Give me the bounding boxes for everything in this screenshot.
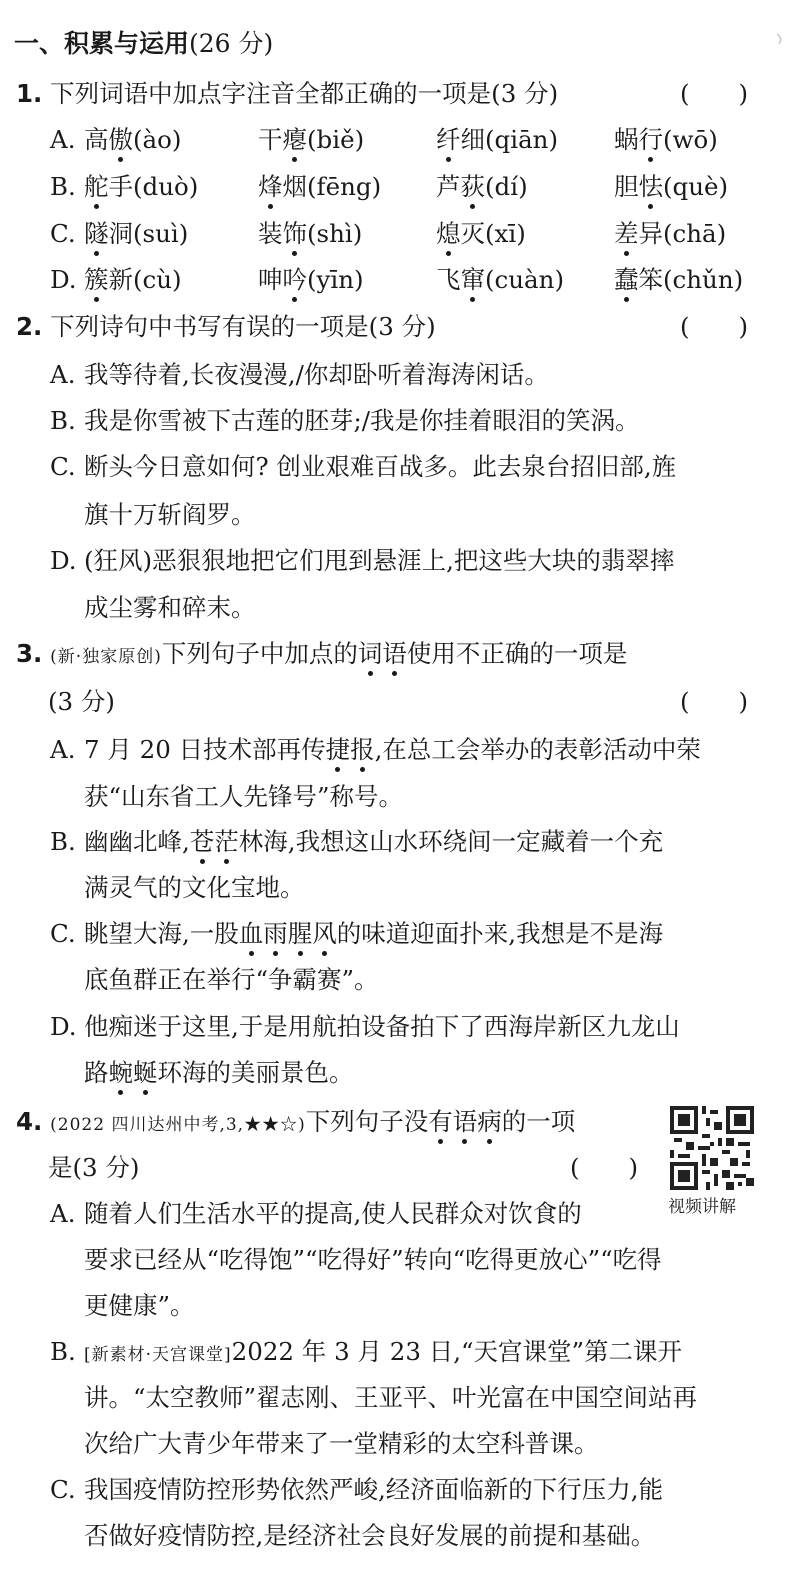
option-b-text: 我是你雪被下古莲的胚芽;∕我是你挂着眼泪的笑涡。 xyxy=(84,406,640,435)
question-number: 2. xyxy=(16,312,43,341)
option-d-label[interactable]: D. xyxy=(50,265,77,294)
option-c-label[interactable]: C. xyxy=(50,919,76,948)
dotted-char: 荻 xyxy=(460,172,485,201)
option-a-text-cont: 要求已经从“吃得饱”“吃得好”转向“吃得更放心”“吃得 xyxy=(84,1245,662,1274)
option-b-label[interactable]: B. xyxy=(50,1337,76,1366)
corner-mark-icon xyxy=(774,30,788,52)
question-source-tag: (2022 四川达州中考,3,★★☆) xyxy=(50,1115,306,1135)
question-number: 4. xyxy=(16,1107,43,1136)
word-cell: 簇新(cù) xyxy=(84,265,182,294)
dotted-char: 有 xyxy=(428,1107,453,1136)
dotted-char: 舵 xyxy=(84,172,109,201)
question-4-stem-cont: 是(3 分) xyxy=(48,1153,140,1182)
word-cell: 高傲(ào) xyxy=(84,125,182,154)
option-c-label[interactable]: C. xyxy=(50,452,76,481)
question-number: 3. xyxy=(16,639,43,668)
option-b-text-cont: 讲。“太空教师”翟志刚、王亚平、叶光富在中国空间站再 xyxy=(84,1383,698,1412)
option-c-label[interactable]: C. xyxy=(50,219,76,248)
option-a-label[interactable]: A. xyxy=(50,360,76,389)
dotted-char: 苍 xyxy=(189,827,215,856)
option-c-text: 我国疫情防控形势依然严峻,经济面临新的下行压力,能 xyxy=(84,1475,664,1504)
dotted-char: 腥 xyxy=(287,919,313,948)
option-d-text-cont: 路蜿蜒环海的美丽景色。 xyxy=(84,1058,354,1087)
option-a-label[interactable]: A. xyxy=(50,1199,76,1228)
question-4-stem: 4. (2022 四川达州中考,3,★★☆)下列句子没有语病的一项 xyxy=(16,1107,576,1136)
section-title xyxy=(14,28,273,60)
dotted-char: 行 xyxy=(638,125,663,154)
question-3-score: (3 分) xyxy=(48,687,115,716)
option-c-text-cont: 否做好疫情防控,是经济社会良好发展的前提和基础。 xyxy=(84,1521,656,1550)
word-cell: 隧洞(suì) xyxy=(84,219,189,248)
dotted-char: 烽 xyxy=(258,172,283,201)
question-stem-text: 下列词语中加点字注音全都正确的一项是(3 分) xyxy=(50,79,559,108)
option-c-text-cont: 旗十万斩阎罗。 xyxy=(84,500,256,529)
option-c-text: 断头今日意如何? 创业艰难百战多。此去泉台招旧部,旌 xyxy=(84,452,677,481)
word-cell: 烽烟(fēng) xyxy=(258,172,382,201)
material-tag: [新素材·天宫课堂] xyxy=(84,1345,232,1365)
question-1-stem xyxy=(16,78,558,110)
answer-parenthesis[interactable]: ( ) xyxy=(680,687,749,716)
option-a-text-cont: 更健康”。 xyxy=(84,1291,195,1320)
word-cell: 胆怯(què) xyxy=(614,172,729,201)
dotted-char: 报 xyxy=(350,735,375,764)
option-a-text-cont: 获“山东省工人先锋号”称号。 xyxy=(84,782,404,811)
option-b-label[interactable]: B. xyxy=(50,827,76,856)
option-c-text: 眺望大海,一股血雨腥风的味道迎面扑来,我想是不是海 xyxy=(84,919,664,948)
option-d-text-cont: 成尘雾和碎末。 xyxy=(84,593,256,622)
option-a-text: 我等待着,长夜漫漫,∕你却卧听着海涛闲话。 xyxy=(84,360,549,389)
option-b-text-cont: 次给广大青少年带来了一堂精彩的太空科普课。 xyxy=(84,1429,599,1458)
dotted-char: 饰 xyxy=(282,219,307,248)
question-2-stem xyxy=(16,311,436,343)
word-cell: 差异(chā) xyxy=(614,219,727,248)
option-b-label[interactable]: B. xyxy=(50,172,76,201)
word-cell: 呻吟(yīn) xyxy=(258,265,364,294)
word-cell: 舵手(duò) xyxy=(84,172,199,201)
option-c-label[interactable]: C. xyxy=(50,1475,76,1504)
option-c-text-cont: 底鱼群正在举行“争霸赛”。 xyxy=(84,965,379,994)
dotted-char: 风 xyxy=(312,919,337,948)
dotted-char: 语 xyxy=(452,1107,478,1136)
answer-parenthesis[interactable]: ( ) xyxy=(680,312,749,341)
option-d-label[interactable]: D. xyxy=(50,1012,77,1041)
dotted-char: 血 xyxy=(238,919,264,948)
section-score: (26 分) xyxy=(189,29,274,58)
option-a-label[interactable]: A. xyxy=(50,125,76,154)
dotted-char: 隧 xyxy=(84,219,109,248)
word-cell: 蜗行(wō) xyxy=(614,125,718,154)
dotted-char: 熄 xyxy=(436,219,461,248)
dotted-char: 瘪 xyxy=(282,125,307,154)
answer-parenthesis[interactable]: ( ) xyxy=(570,1153,639,1182)
word-cell: 装饰(shì) xyxy=(258,219,363,248)
word-cell: 飞窜(cuàn) xyxy=(436,265,565,294)
qr-code-icon[interactable] xyxy=(670,1106,754,1190)
word-cell: 熄灭(xī) xyxy=(436,219,526,248)
dotted-char: 纤 xyxy=(436,125,461,154)
question-3-stem: 3. (新·独家原创)下列句子中加点的词语使用不正确的一项是 xyxy=(16,639,628,668)
option-a-text: 7 月 20 日技术部再传捷报,在总工会举办的表彰活动中荣 xyxy=(84,735,701,764)
dotted-char: 怯 xyxy=(638,172,663,201)
question-stem-text: 下列诗句中书写有误的一项是(3 分) xyxy=(50,312,436,341)
dotted-char: 雨 xyxy=(263,919,288,948)
dotted-char: 蜒 xyxy=(133,1058,158,1087)
option-b-text: 幽幽北峰,苍茫林海,我想这山水环绕间一定藏着一个充 xyxy=(84,827,664,856)
option-b-label[interactable]: B. xyxy=(50,406,76,435)
option-b-text: [新素材·天宫课堂]2022 年 3 月 23 日,“天宫课堂”第二课开 xyxy=(84,1337,683,1366)
option-d-text: (狂风)恶狠狠地把它们甩到悬涯上,把这些大块的翡翠摔 xyxy=(84,546,675,575)
option-a-text: 随着人们生活水平的提高,使人民群众对饮食的 xyxy=(84,1199,582,1228)
dotted-char: 词 xyxy=(357,639,383,668)
option-d-label[interactable]: D. xyxy=(50,546,77,575)
dotted-char: 语 xyxy=(382,639,407,668)
option-a-label[interactable]: A. xyxy=(50,735,76,764)
qr-code-caption: 视频讲解 xyxy=(668,1197,736,1217)
dotted-char: 簇 xyxy=(84,265,109,294)
dotted-char: 捷 xyxy=(325,735,351,764)
dotted-char: 茫 xyxy=(214,827,239,856)
word-cell: 干瘪(biě) xyxy=(258,125,365,154)
answer-parenthesis[interactable]: ( ) xyxy=(680,79,749,108)
question-source-tag: (新·独家原创) xyxy=(50,647,162,667)
question-number: 1. xyxy=(16,79,43,108)
section-title-text: 一、积累与运用 xyxy=(14,29,190,58)
option-d-text: 他痴迷于这里,于是用航拍设备拍下了西海岸新区九龙山 xyxy=(84,1012,680,1041)
dotted-char: 傲 xyxy=(108,125,133,154)
dotted-char: 蠢 xyxy=(614,265,639,294)
dotted-char: 差 xyxy=(614,219,639,248)
word-cell: 芦荻(dí) xyxy=(436,172,528,201)
dotted-char: 窜 xyxy=(460,265,485,294)
word-cell: 蠢笨(chǔn) xyxy=(614,265,744,294)
word-cell: 纤细(qiān) xyxy=(436,125,559,154)
option-b-text-cont: 满灵气的文化宝地。 xyxy=(84,873,305,902)
dotted-char: 吟 xyxy=(282,265,307,294)
dotted-char: 蜿 xyxy=(108,1058,133,1087)
dotted-char: 病 xyxy=(477,1107,502,1136)
